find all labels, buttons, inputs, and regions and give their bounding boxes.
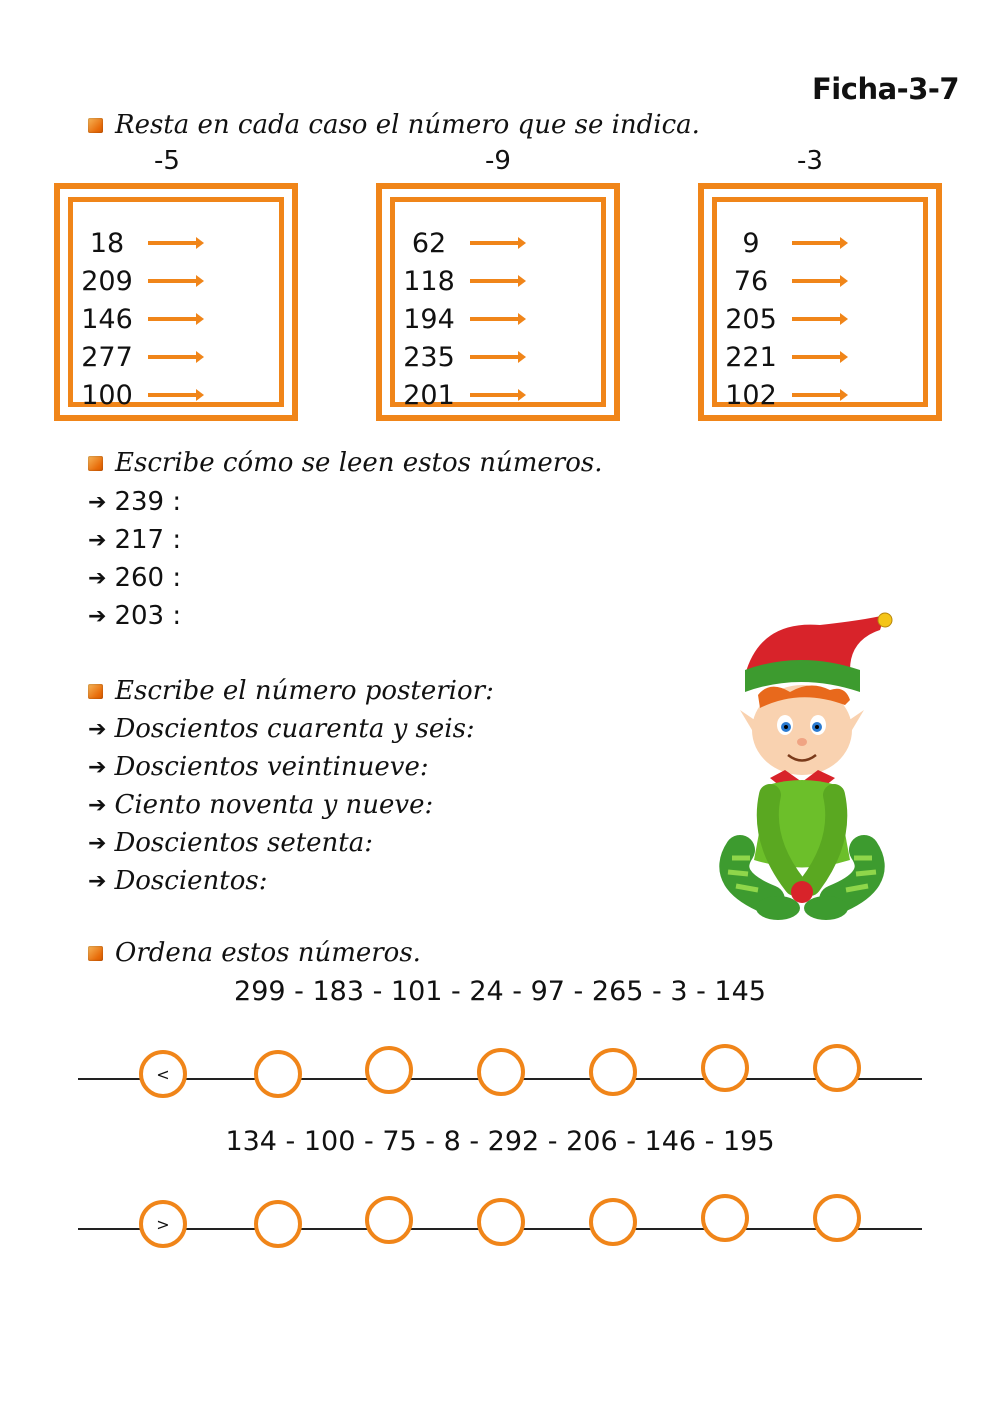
box1-number: 146	[81, 303, 133, 335]
arrow-bullet-icon: ➔	[88, 868, 107, 894]
section3-heading	[88, 676, 494, 706]
subtraction-box-2	[376, 183, 620, 421]
arrow-right-icon	[792, 241, 844, 245]
arrow-bullet-icon: ➔	[88, 716, 107, 742]
order-slot[interactable]	[477, 1048, 525, 1096]
square-bullet-icon	[88, 118, 103, 133]
arrow-right-icon	[148, 393, 200, 397]
arrow-bullet-icon: ➔	[88, 603, 107, 629]
box3-number: 221	[725, 341, 777, 373]
read-number-label: 203 :	[114, 601, 182, 631]
order-slot[interactable]	[365, 1046, 413, 1094]
next-number-label: Doscientos:	[114, 866, 268, 896]
next-number-item	[88, 828, 373, 858]
box2-row	[394, 263, 594, 299]
section1-heading	[88, 110, 700, 140]
box1-number: 100	[81, 379, 133, 411]
box3-number: 205	[725, 303, 777, 335]
arrow-right-icon	[470, 241, 522, 245]
arrow-right-icon	[148, 279, 200, 283]
elf-illustration	[700, 600, 920, 930]
next-number-label: Doscientos setenta:	[114, 828, 374, 858]
box2-number: 62	[411, 227, 447, 259]
arrow-bullet-icon: ➔	[88, 565, 107, 591]
box1-number: 18	[89, 227, 125, 259]
read-number-item	[88, 487, 181, 517]
arrow-right-icon	[148, 355, 200, 359]
read-number-label: 239 :	[114, 487, 182, 517]
box2-row	[394, 225, 594, 261]
arrow-right-icon	[470, 393, 522, 397]
box2-number: 118	[403, 265, 455, 297]
next-number-item	[88, 866, 268, 896]
next-number-item	[88, 714, 475, 744]
arrow-bullet-icon: ➔	[88, 527, 107, 553]
section4-heading-text: Ordena estos números.	[115, 938, 421, 968]
box2-number: 201	[403, 379, 455, 411]
order-slot[interactable]	[589, 1048, 637, 1096]
order-slot[interactable]	[477, 1198, 525, 1246]
order-slot-symbol: >	[139, 1200, 187, 1248]
next-number-label: Ciento noventa y nueve:	[114, 790, 434, 820]
order-slot[interactable]	[254, 1200, 302, 1248]
read-number-item	[88, 525, 181, 555]
box3-row	[716, 263, 916, 299]
arrow-bullet-icon: ➔	[88, 754, 107, 780]
box2-row	[394, 301, 594, 337]
arrow-bullet-icon: ➔	[88, 830, 107, 856]
box1-number: 277	[81, 341, 133, 373]
square-bullet-icon	[88, 946, 103, 961]
next-number-item	[88, 790, 433, 820]
arrow-right-icon	[792, 393, 844, 397]
arrow-right-icon	[470, 355, 522, 359]
box2-number: 194	[403, 303, 455, 335]
box3-operation: -3	[797, 146, 823, 176]
arrow-bullet-icon: ➔	[88, 489, 107, 515]
subtraction-box-3	[698, 183, 942, 421]
box1-row	[72, 301, 272, 337]
box3-row	[716, 301, 916, 337]
arrow-right-icon	[470, 317, 522, 321]
read-number-item	[88, 601, 181, 631]
read-number-label: 217 :	[114, 525, 182, 555]
box1-row	[72, 225, 272, 261]
arrow-right-icon	[148, 241, 200, 245]
order-slot[interactable]	[589, 1198, 637, 1246]
box3-row	[716, 377, 916, 413]
box3-row	[716, 339, 916, 375]
order-slot[interactable]	[813, 1194, 861, 1242]
section2-heading-text: Escribe cómo se leen estos números.	[115, 448, 603, 478]
box1-row	[72, 377, 272, 413]
box2-row	[394, 339, 594, 375]
square-bullet-icon	[88, 456, 103, 471]
order-slot-symbol: <	[139, 1050, 187, 1098]
arrow-right-icon	[792, 279, 844, 283]
worksheet-title: Ficha-3-7	[812, 72, 960, 106]
arrow-right-icon	[792, 355, 844, 359]
order-slot[interactable]	[701, 1044, 749, 1092]
arrow-right-icon	[148, 317, 200, 321]
next-number-label: Doscientos veintinueve:	[114, 752, 429, 782]
box3-number: 76	[733, 265, 769, 297]
arrow-right-icon	[470, 279, 522, 283]
section2-heading	[88, 448, 602, 478]
square-bullet-icon	[88, 684, 103, 699]
sequence-1: 299 - 183 - 101 - 24 - 97 - 265 - 3 - 145	[234, 976, 766, 1007]
box2-number: 235	[403, 341, 455, 373]
order-slot[interactable]	[701, 1194, 749, 1242]
arrow-right-icon	[792, 317, 844, 321]
order-slot[interactable]	[813, 1044, 861, 1092]
order-slot[interactable]	[365, 1196, 413, 1244]
section1-heading-text: Resta en cada caso el número que se indica.	[115, 110, 700, 140]
box2-row	[394, 377, 594, 413]
box1-operation: -5	[154, 146, 180, 176]
subtraction-box-1	[54, 183, 298, 421]
box1-row	[72, 263, 272, 299]
box3-row	[716, 225, 916, 261]
section4-heading	[88, 938, 421, 968]
read-number-item	[88, 563, 181, 593]
sequence-2: 134 - 100 - 75 - 8 - 292 - 206 - 146 - 195	[225, 1126, 775, 1157]
next-number-item	[88, 752, 429, 782]
box3-number: 102	[725, 379, 777, 411]
section3-heading-text: Escribe el número posterior:	[115, 676, 494, 706]
next-number-label: Doscientos cuarenta y seis:	[114, 714, 475, 744]
box3-number: 9	[742, 227, 760, 259]
box1-number: 209	[81, 265, 133, 297]
box1-row	[72, 339, 272, 375]
arrow-bullet-icon: ➔	[88, 792, 107, 818]
order-slot[interactable]	[254, 1050, 302, 1098]
box2-operation: -9	[485, 146, 511, 176]
read-number-label: 260 :	[114, 563, 182, 593]
